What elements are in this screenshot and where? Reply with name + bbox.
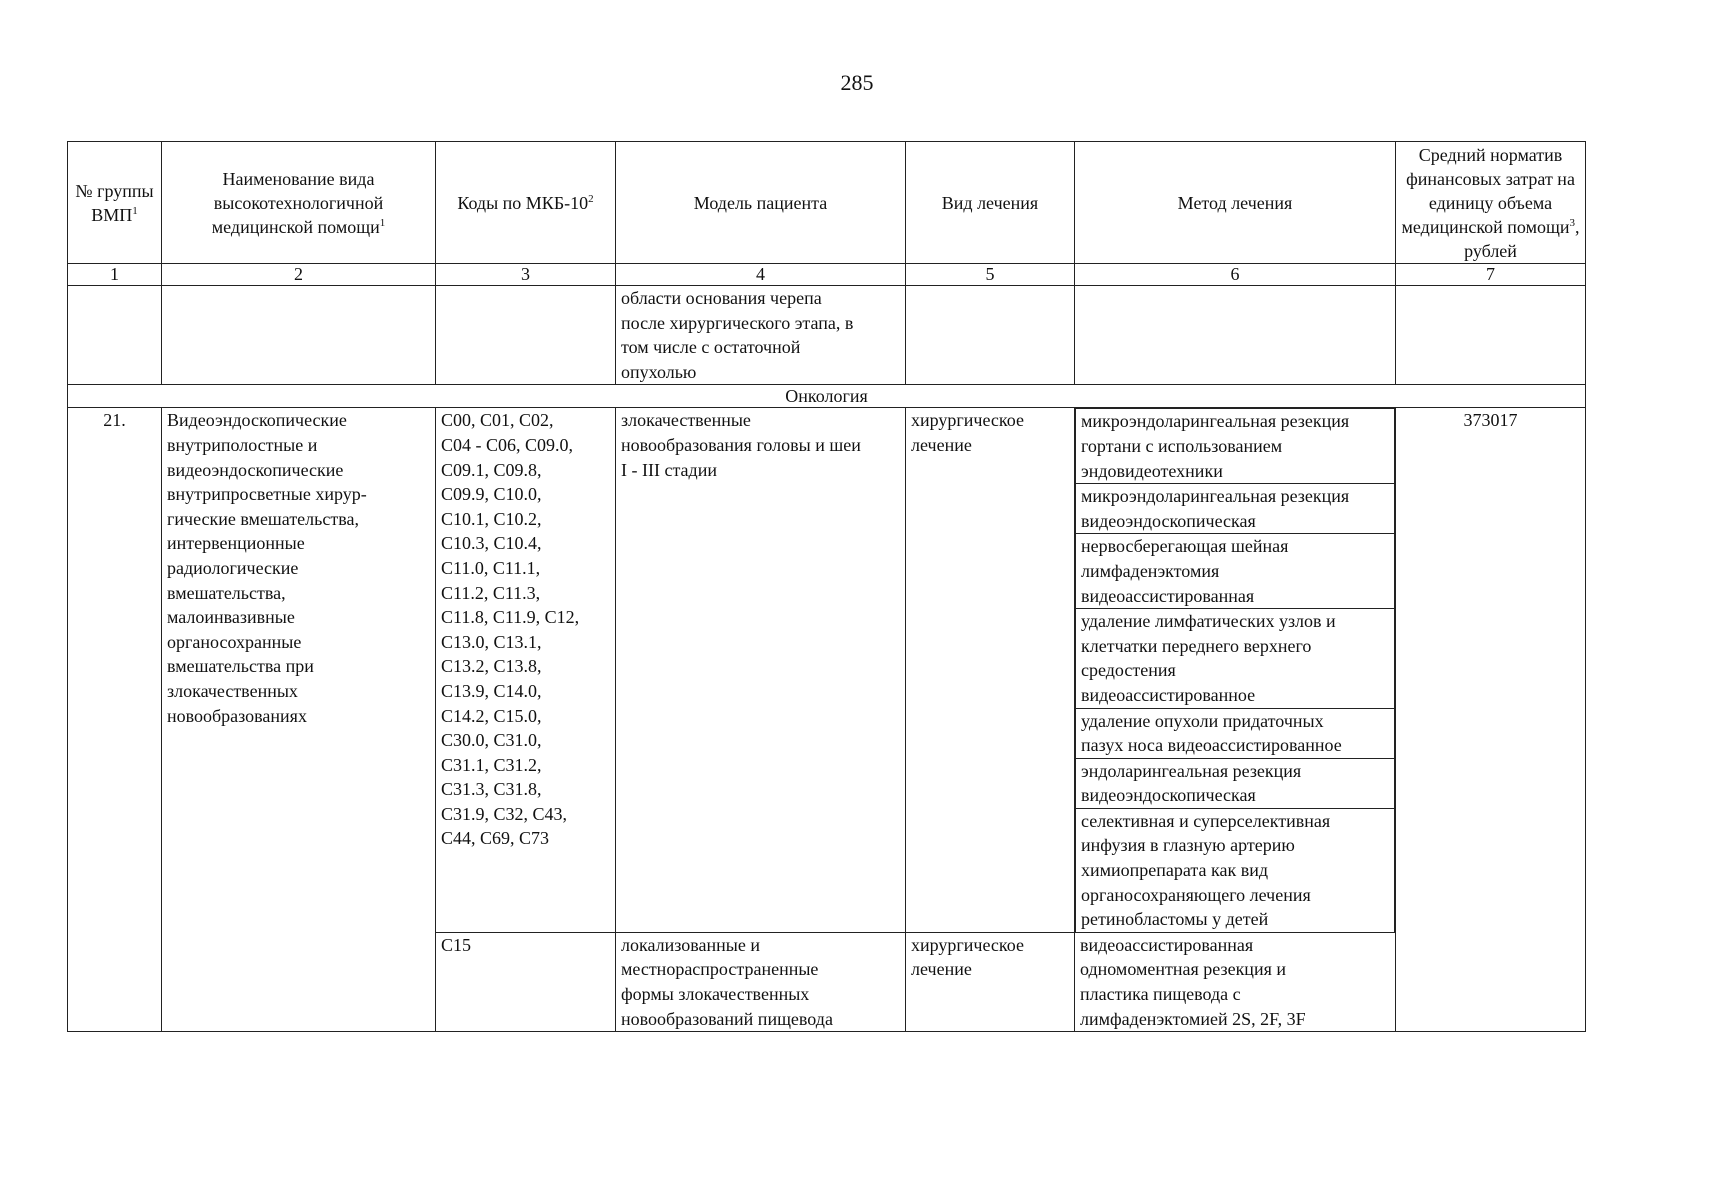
column-number: 3 [436,264,616,286]
header-care-type-name: Наименование вида высокотехнологичной медицинской помощи$^1$ [162,142,436,264]
treatment-method: микроэндоларингеальная резекция видеоэндоскопическая [1076,484,1395,534]
header-group-number: № группы ВМП$^1$ [68,142,162,264]
header-treatment-method: Метод лечения [1075,142,1396,264]
treatment-method: микроэндоларингеальная резекция гортани с использованием эндовидеотехники [1076,409,1395,484]
column-number: 1 [68,264,162,286]
icd-codes: C15 [436,932,616,1031]
treatment-method: видеоассистированная одномоментная резекция и пластика пищевода с лимфаденэктомией 2S, 2F, 3F [1075,932,1396,1031]
vmp-table [67,141,1586,1032]
page-number: 285 [840,70,874,95]
column-number-row [68,264,1586,286]
continuation-patient-model: области основания черепа после хирургического этапа, в том числе с остаточной опухолью [616,286,906,385]
column-number: 6 [1075,264,1396,286]
treatment-method: удаление лимфатических узлов и клетчатки переднего верхнего средостения видеоассистированное [1076,609,1395,708]
column-number: 5 [906,264,1075,286]
section-title: Онкология [68,385,1586,408]
treatment-method: нервосберегающая шейная лимфаденэктомия видеоассистированная [1076,534,1395,609]
column-number: 2 [162,264,436,286]
group-number: 21. [68,408,162,1032]
header-icd-codes: Коды по МКБ-$10^2$ [436,142,616,264]
treatment-type: хирургическое лечение [906,408,1075,932]
patient-model: локализованные и местнораспространенные формы злокачественных новообразований пищевода [616,932,906,1031]
header-treatment-type: Вид лечения [906,142,1075,264]
patient-model: злокачественные новообразования головы и шеи I - III стадии [616,408,906,932]
care-type-name: Видеоэндоскопические внутриполостные и видеоэндоскопические внутрипросветные хирур- гические вмешательства, интервенционные радиологические вмешательства, малоинвазивные органосохранные вмешательства при злокачественных новообразованиях [162,408,436,1032]
table-row [68,408,1586,932]
header-average-cost: Средний норматив финансовых затрат на единицу объема медицинской помощи$^3$, рублей [1396,142,1586,264]
continuation-row [68,286,1586,385]
treatment-type: хирургическое лечение [906,932,1075,1031]
treatment-method: селективная и суперселективная инфузия в глазную артерию химиопрепарата как вид органосохраняющего лечения ретинобластомы у детей [1076,808,1395,931]
treatment-method: эндоларингеальная резекция видеоэндоскопическая [1076,758,1395,808]
methods-list [1075,408,1395,931]
icd-codes: C00, C01, C02, C04 - C06, C09.0, C09.1, C09.8, C09.9, C10.0, C10.1, C10.2, C10.3, C10.4, C11.0, C11.1, C11.2, C11.3, C11.8, C11.9, C12, C13.0, C13.1, C13.2, C13.8, C13.9, C14.0, C14.2, C15.0, C30.0, C31.0, C31.1, C31.2, C31.3, C31.8, C31.9, C32, C43, C44, C69, C73 [436,408,616,932]
section-row [68,385,1586,408]
header-patient-model: Модель пациента [616,142,906,264]
treatment-method: удаление опухоли придаточных пазух носа видеоассистированное [1076,708,1395,758]
treatment-methods [1075,408,1396,932]
column-number: 7 [1396,264,1586,286]
average-cost: 373017 [1396,408,1586,1032]
column-number: 4 [616,264,906,286]
